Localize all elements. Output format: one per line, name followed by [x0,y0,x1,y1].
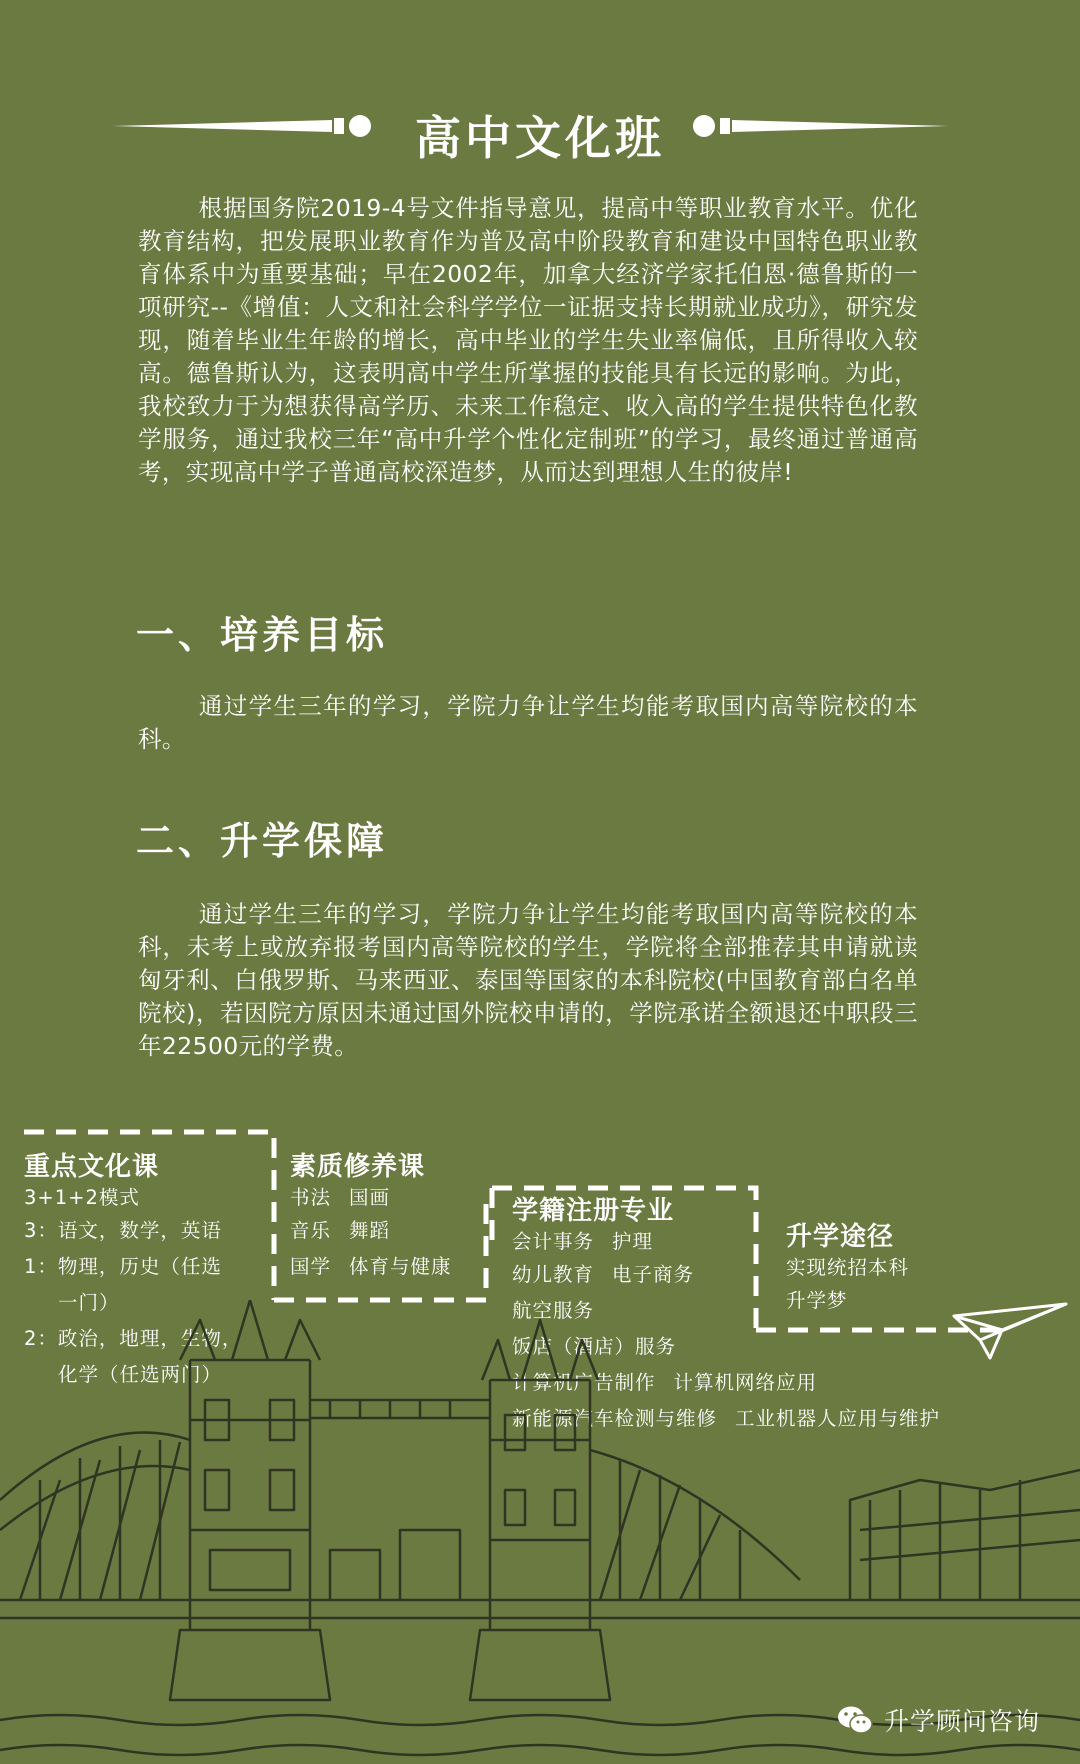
right-title-ornament [688,96,948,156]
pathway-line-2: 升学梦 [786,1289,848,1312]
section1-text: 通过学生三年的学习，学院力争让学生均能考取国内高等院校的本科。 [138,692,918,753]
major-aviation: 航空服务 [512,1299,595,1322]
major-industrial-robot: 工业机器人应用与维护 [735,1407,941,1430]
course-pe-health: 体育与健康 [349,1255,452,1278]
course-dance: 舞蹈 [349,1219,391,1242]
quality-courses-row-3 [290,1249,490,1285]
watermark [836,1700,1040,1740]
major-ecommerce: 电子商务 [612,1263,695,1286]
quality-courses-row-2 [290,1213,490,1249]
major-nursing: 护理 [612,1230,654,1253]
course-music: 音乐 [290,1219,332,1242]
wechat-icon [836,1704,874,1736]
section1-heading: 一、培养目标 [136,613,389,657]
major-hotel: 饭店（酒店）服务 [512,1335,677,1358]
major-preschool: 幼儿教育 [512,1263,595,1286]
course-calligraphy: 书法 [290,1186,332,1209]
section2-text: 通过学生三年的学习，学院力争让学生均能考取国内高等院校的本科，未考上或放弃报考国内高等院校的学生，学院将全部推荐其申请就读匈牙利、白俄罗斯、马来西亚、泰国等国家的本科院校(中国教育部白名单院校)，若因院方原因未通过国外院校申请的，学院承诺全额退还中职段三年22500元的学费。 [138,900,918,1060]
majors-title: 学籍注册专业 [512,1196,675,1226]
key-courses-line-2a: 2：政治，地理，生物， [24,1327,243,1350]
page-title: 高中文化班 [415,111,665,165]
major-computer-ad: 计算机广告制作 [512,1371,656,1394]
quality-courses-box [290,1146,490,1285]
major-accounting: 会计事务 [512,1230,595,1253]
section2-heading: 二、升学保障 [136,819,389,863]
tower-bridge-illustration [0,1300,1080,1764]
course-sinology: 国学 [290,1255,332,1278]
intro-text: 根据国务院2019-4号文件指导意见，提高中等职业教育水平。优化教育结构，把发展职业教育作为普及高中阶段教育和建设中国特色职业教育体系中为重要基础；早在2002年，加拿大经济学家托伯恩·德鲁斯的一项研究--《增值：人文和社会科学学位一证据支持长期就业成功》，研究发现，随着毕业生年龄的增长，高中毕业的学生失业率偏低，且所得收入较高。德鲁斯认为，这表明高中学生所掌握的技能具有长远的影响。为此，我校致力于为想获得高学历、未来工作稳定、收入高的学生提供特色化教学服务，通过我校三年“高中升学个性化定制班”的学习，最终通过普通高考，实现高中学子普通高校深造梦，从而达到理想人生的彼岸! [138,194,918,486]
section1-paragraph [138,690,918,756]
intro-paragraph [138,192,918,489]
pathway-title: 升学途径 [786,1222,895,1252]
section2-paragraph [138,898,918,1063]
major-new-energy-vehicle: 新能源汽车检测与维修 [512,1407,718,1430]
watermark-text: 升学顾问咨询 [884,1707,1041,1736]
course-painting: 国画 [349,1186,391,1209]
key-courses-line-1a: 1：物理，历史（任选 [24,1255,222,1278]
key-courses-mode: 3+1+2模式 [24,1186,140,1209]
key-courses-title: 重点文化课 [24,1152,160,1182]
title-row [0,96,1080,166]
quality-courses-row-1 [290,1183,490,1213]
key-courses-line-1b: 一门） [58,1291,120,1314]
pathway-line-1: 实现统招本科 [786,1256,910,1279]
quality-courses-title: 素质修养课 [290,1152,426,1182]
key-courses-line-3: 3：语文，数学，英语 [24,1219,222,1242]
key-courses-line-2b: 化学（任选两门） [58,1363,223,1386]
major-computer-network: 计算机网络应用 [673,1371,818,1394]
